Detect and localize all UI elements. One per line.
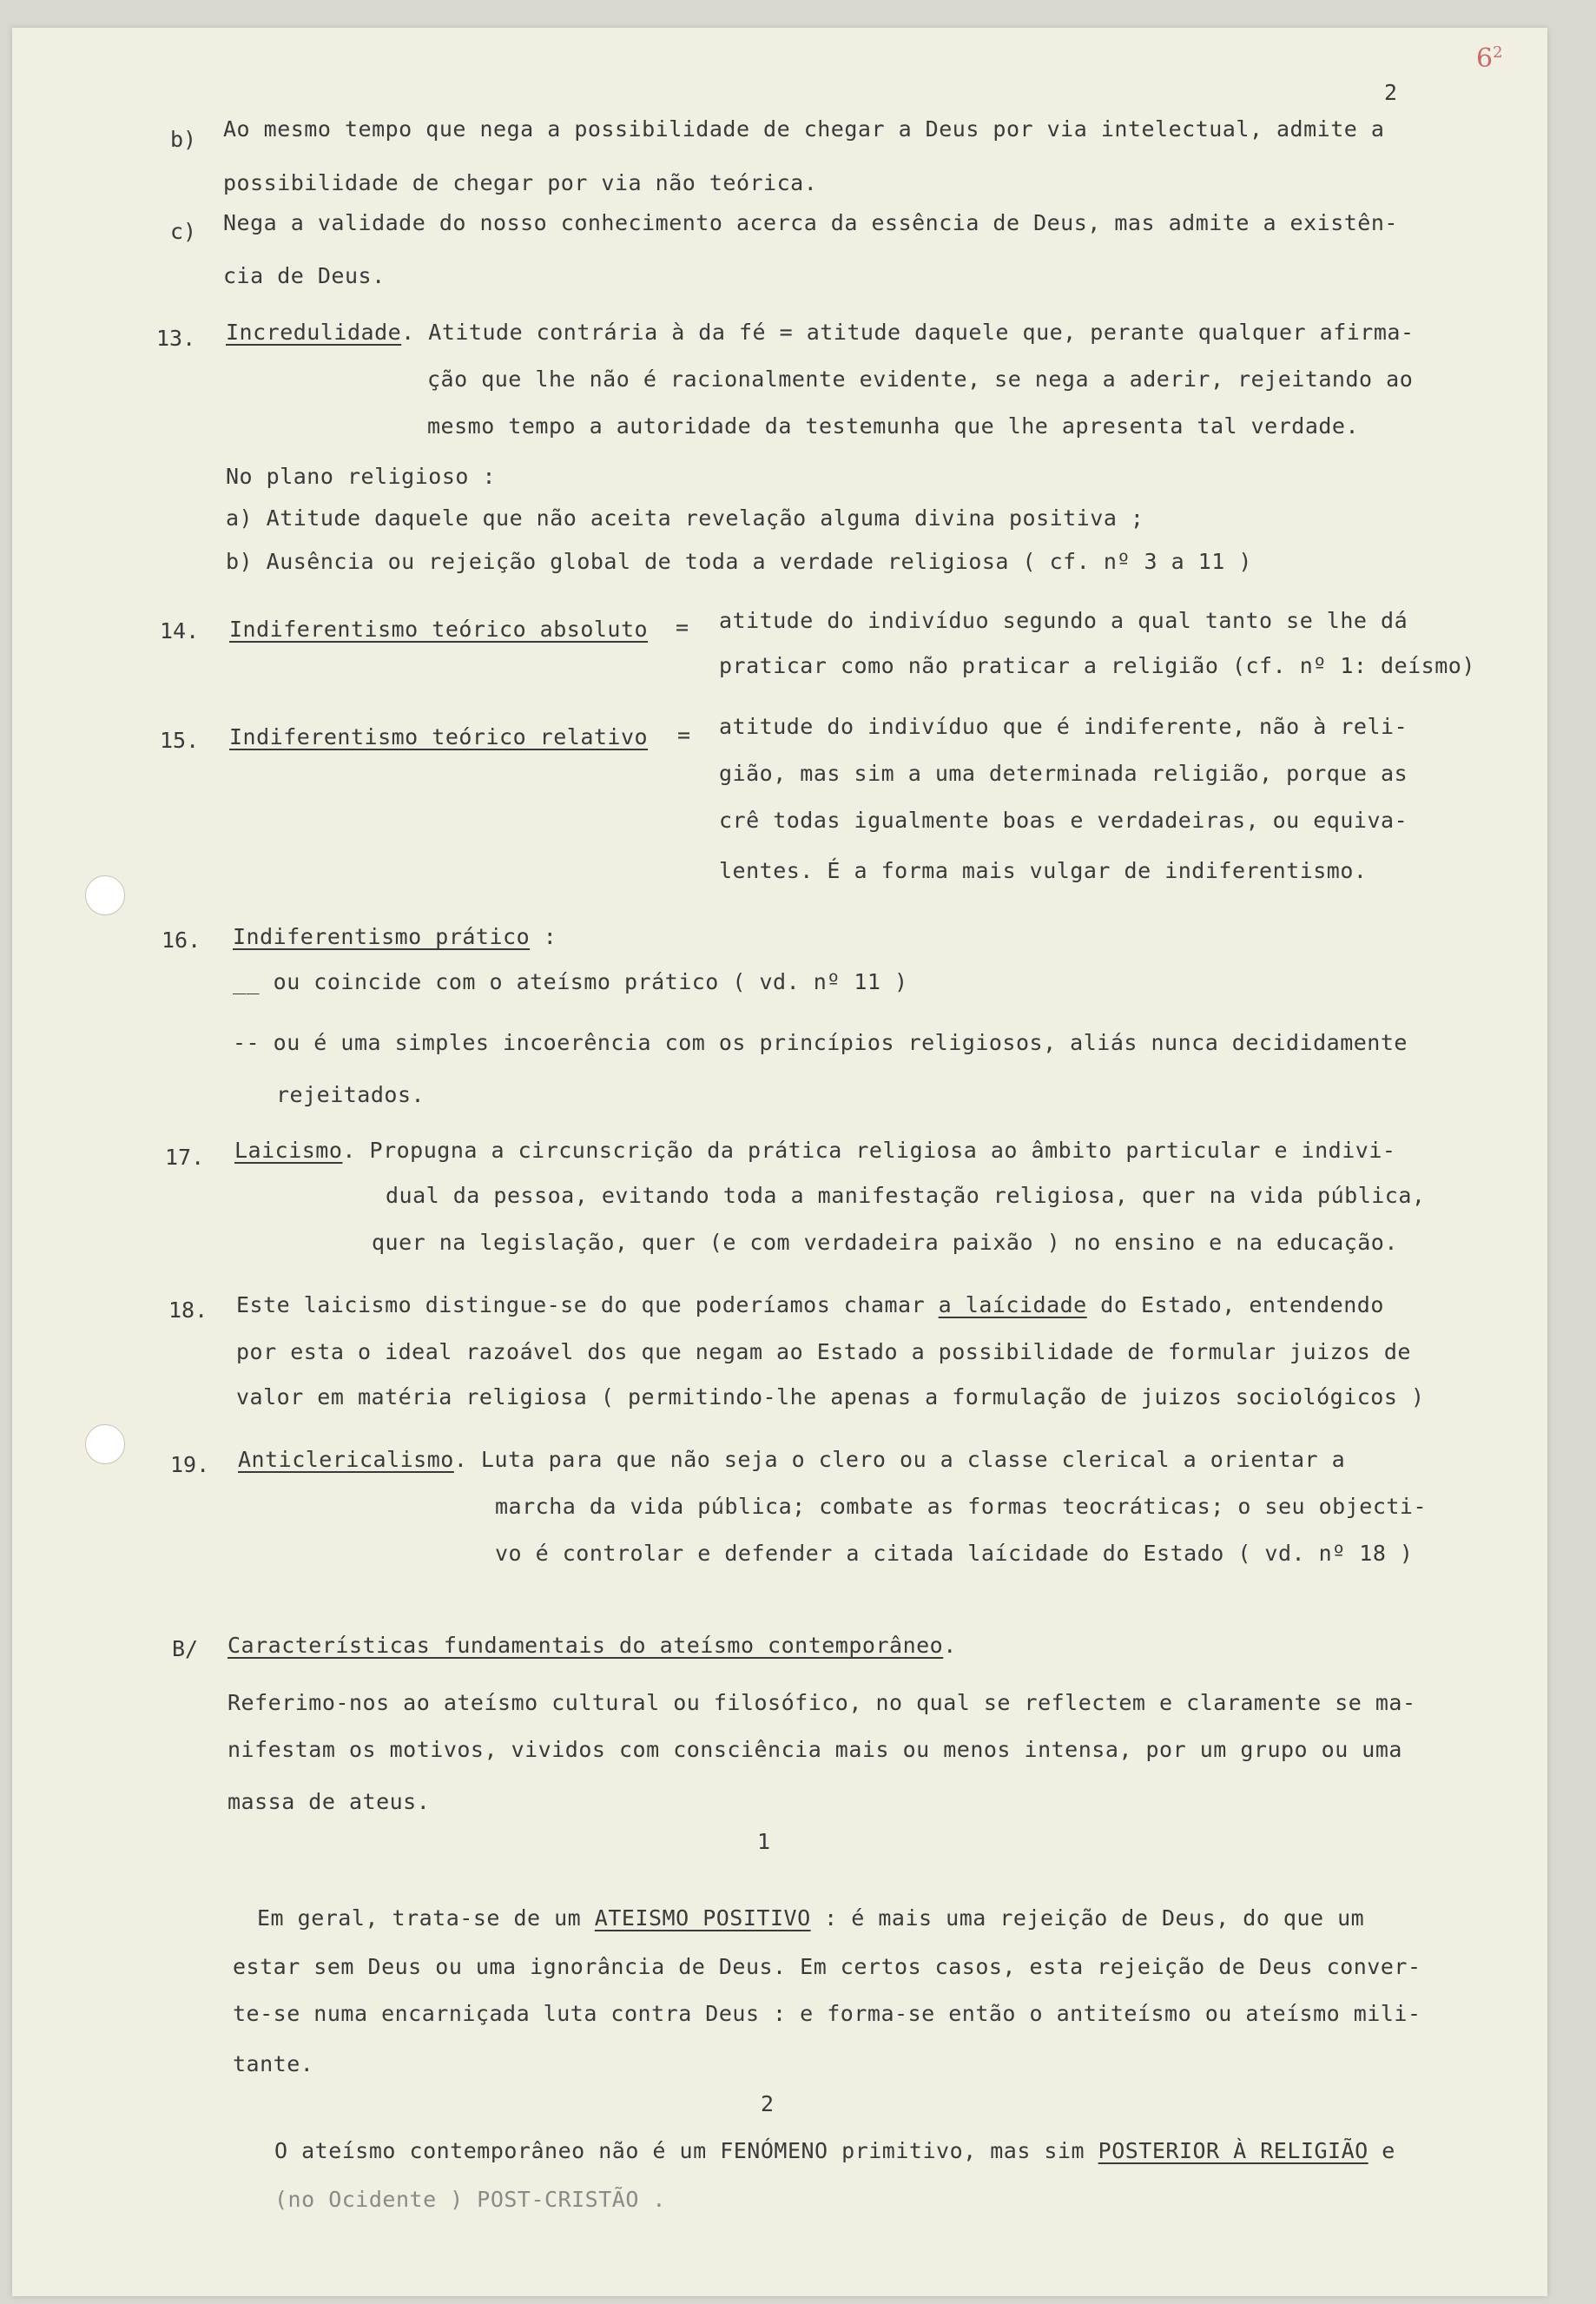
item-17-number: 17.	[165, 1145, 205, 1170]
item-18-line3: valor em matéria religiosa ( permitindo-lhe apenas a formulação de juizos sociológicos )	[236, 1384, 1425, 1409]
item-15-equals: =	[677, 723, 691, 748]
item-13-line2: ção que lhe não é racionalmente evidente, se nega a aderir, rejeitando ao	[427, 366, 1414, 392]
item-13-b: b) Ausência ou rejeição global de toda a verdade religiosa ( cf. nº 3 a 11 )	[226, 549, 1252, 574]
item-19-term: Anticlericalismo	[238, 1447, 454, 1472]
item-13-heading: Incredulidade. Atitude contrária à da fé = atitude daquele que, perante qualquer afirma-	[226, 320, 1415, 345]
item-18-line2: por esta o ideal razoável dos que negam ao Estado a possibilidade de formular juizos de	[236, 1339, 1411, 1364]
ateismo-positivo-term: ATEISMO POSITIVO	[594, 1905, 811, 1931]
punch-hole-bottom	[85, 1424, 125, 1464]
item-18-number: 18.	[168, 1297, 208, 1323]
item-b-line2: possibilidade de chegar por via não teórica.	[223, 170, 818, 195]
subsection-1-line4: tante.	[233, 2051, 314, 2076]
posterior-religiao-term: POSTERIOR À RELIGIÃO	[1098, 2138, 1368, 2163]
item-b-line1: Ao mesmo tempo que nega a possibilidade de chegar a Deus por via intelectual, admite a	[223, 116, 1385, 142]
subsection-2-line2: (no Ocidente ) POST-CRISTÃO .	[274, 2187, 666, 2212]
item-15-line4: lentes. É a forma mais vulgar de indiferentismo.	[719, 858, 1368, 883]
punch-hole-top	[85, 875, 125, 915]
subsection-1-line2: estar sem Deus ou uma ignorância de Deus. Em certos casos, esta rejeição de Deus conver-	[233, 1954, 1421, 1979]
item-19-heading: Anticlericalismo. Luta para que não seja o clero ou a classe clerical a orientar a	[238, 1447, 1346, 1472]
item-17-term: Laicismo	[234, 1138, 343, 1163]
section-b-p-line3: massa de ateus.	[228, 1789, 431, 1814]
item-15-line3: crê todas igualmente boas e verdadeiras, ou equiva-	[719, 808, 1408, 833]
item-15-line2: gião, mas sim a uma determinada religião, porque as	[719, 761, 1408, 786]
item-17-heading: Laicismo. Propugna a circunscrição da prática religiosa ao âmbito particular e indivi-	[234, 1138, 1396, 1163]
item-18-term: a laícidade	[938, 1292, 1087, 1317]
subsection-1-number: 1	[757, 1829, 771, 1854]
item-15-number: 15.	[160, 728, 200, 753]
section-b-p-line2: nifestam os motivos, vividos com consciência mais ou menos intensa, por um grupo ou uma	[228, 1737, 1402, 1762]
handwritten-page-mark: $6^2$	[1476, 43, 1503, 74]
item-14-line1: atitude do indivíduo segundo a qual tanto se lhe dá	[719, 608, 1408, 633]
subsection-2-line1: O ateísmo contemporâneo não é um FENÓMENO primitivo, mas sim POSTERIOR À RELIGIÃO e	[274, 2138, 1395, 2163]
item-13-term: Incredulidade	[226, 320, 402, 345]
item-19-line3: vo é controlar e defender a citada laícidade do Estado ( vd. nº 18 )	[495, 1541, 1414, 1566]
item-16-line3: rejeitados.	[276, 1082, 425, 1107]
item-14-number: 14.	[160, 618, 200, 644]
item-16-term: Indiferentismo prático	[233, 924, 531, 949]
item-16-heading: Indiferentismo prático :	[233, 924, 557, 949]
item-15-term: Indiferentismo teórico relativo	[229, 724, 649, 749]
item-13-plano: No plano religioso :	[226, 464, 497, 489]
item-17-line3: quer na legislação, quer (e com verdadeira paixão ) no ensino e na educação.	[372, 1230, 1398, 1255]
page-number: 2	[1384, 80, 1398, 105]
item-19-number: 19.	[170, 1452, 210, 1477]
item-b-label: b)	[170, 127, 197, 152]
item-13-line3: mesmo tempo a autoridade da testemunha que lhe apresenta tal verdade.	[427, 413, 1360, 439]
item-c-line2: cia de Deus.	[223, 263, 386, 288]
item-15-line1: atitude do indivíduo que é indiferente, não à reli-	[719, 714, 1408, 739]
item-c-line1: Nega a validade do nosso conhecimento acerca da essência de Deus, mas admite a existên-	[223, 210, 1398, 235]
section-b-label: B/	[172, 1636, 199, 1661]
item-13-a: a) Atitude daquele que não aceita revelação alguma divina positiva ;	[226, 505, 1144, 531]
item-17-line2: dual da pessoa, evitando toda a manifestação religiosa, quer na vida pública,	[386, 1183, 1426, 1208]
item-13-number: 13.	[156, 326, 196, 351]
item-16-line1: __ ou coincide com o ateísmo prático ( vd. nº 11 )	[233, 969, 908, 994]
item-14-term: Indiferentismo teórico absoluto	[229, 617, 649, 642]
item-14-line2: praticar como não praticar a religião (cf. nº 1: deísmo)	[719, 653, 1475, 678]
section-b-heading: Características fundamentais do ateísmo contemporâneo.	[228, 1633, 957, 1658]
subsection-2-number: 2	[761, 2091, 775, 2116]
item-18-line1: Este laicismo distingue-se do que poderíamos chamar a laícidade do Estado, entendendo	[236, 1292, 1384, 1317]
item-16-number: 16.	[162, 928, 201, 953]
section-b-title: Características fundamentais do ateísmo contemporâneo	[228, 1633, 944, 1658]
item-c-label: c)	[170, 219, 197, 244]
subsection-1-line3: te-se numa encarniçada luta contra Deus : e forma-se então o antiteísmo ou ateísmo mili-	[233, 2001, 1421, 2026]
item-16-line2: -- ou é uma simples incoerência com os princípios religiosos, aliás nunca decididamente	[233, 1030, 1408, 1055]
subsection-1-line1: Em geral, trata-se de um ATEISMO POSITIVO : é mais uma rejeição de Deus, do que um	[257, 1905, 1365, 1931]
item-19-line2: marcha da vida pública; combate as formas teocráticas; o seu objecti-	[495, 1494, 1428, 1519]
item-14-equals: =	[676, 615, 689, 640]
section-b-p-line1: Referimo-nos ao ateísmo cultural ou filosófico, no qual se reflectem e claramente se ma-	[228, 1690, 1416, 1715]
